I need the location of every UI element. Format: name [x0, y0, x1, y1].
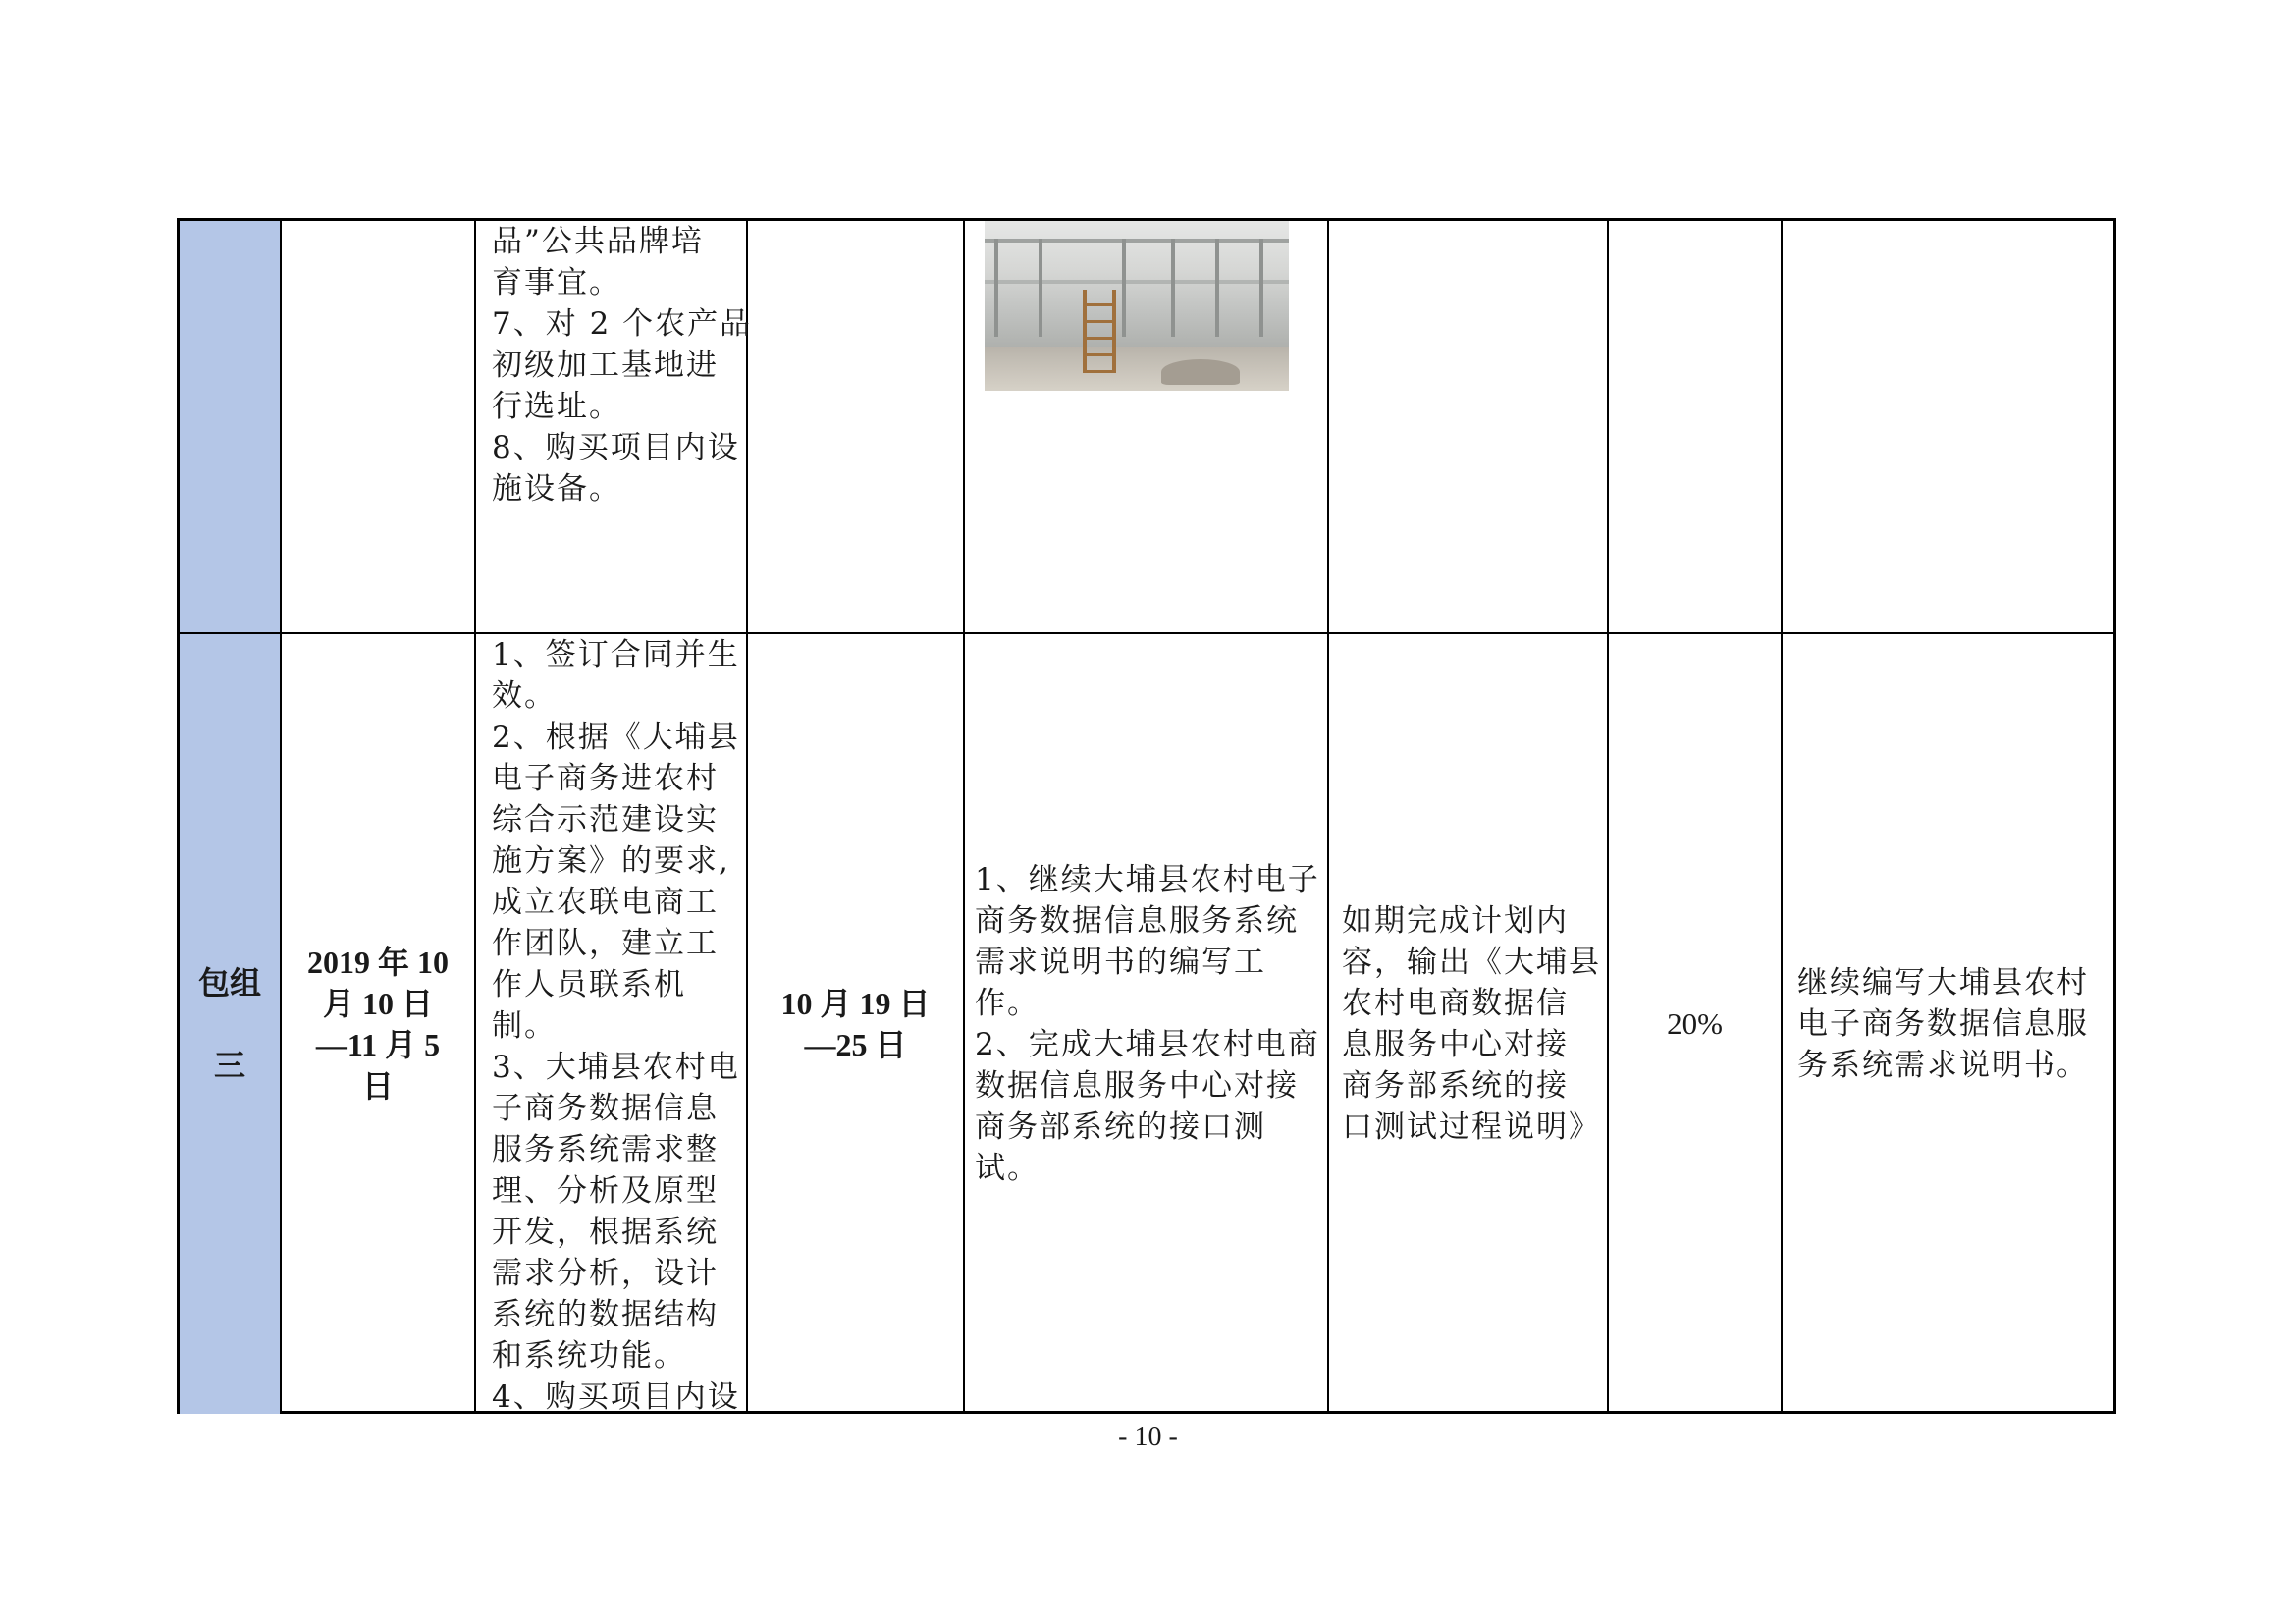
- task-line: 作人员联系机: [492, 967, 686, 1002]
- task-line: 7、对 2 个农产品: [492, 306, 753, 342]
- page-number: - 10 -: [1118, 1422, 1178, 1452]
- task-line: 初级加工基地进: [492, 348, 719, 383]
- task-line: 2、根据《大埔县: [492, 720, 740, 755]
- task-line: 3、大埔县农村电: [492, 1050, 740, 1085]
- progress-table: [177, 218, 2116, 1414]
- work-line: 商务部系统的接口测: [975, 1110, 1266, 1145]
- task-line: 成立农联电商工: [492, 885, 719, 920]
- week-line: 10 月 19 日: [780, 986, 931, 1021]
- status-line: 口测试过程说明》: [1342, 1110, 1601, 1145]
- task-line: 子商务数据信息: [492, 1091, 719, 1126]
- group-label: 三: [213, 1048, 245, 1083]
- progress-cell: [1609, 634, 1781, 1414]
- construction-site-photo: [985, 221, 1289, 391]
- row1-tasks-cell: [492, 221, 753, 510]
- status-line: 商务部系统的接: [1342, 1068, 1569, 1104]
- task-line: 电子商务进农村: [492, 761, 719, 796]
- progress-value: 20%: [1667, 1006, 1723, 1041]
- plan-line: 务系统需求说明书。: [1797, 1048, 2089, 1083]
- task-line: 系统的数据结构: [492, 1297, 719, 1332]
- task-line: 施设备。: [492, 471, 621, 507]
- status-cell: [1342, 634, 1605, 1414]
- ladder-shape: [1083, 290, 1116, 373]
- task-line: 制。: [492, 1008, 557, 1044]
- task-line: 理、分析及原型: [492, 1173, 719, 1209]
- work-line: 数据信息服务中心对接: [975, 1068, 1299, 1104]
- week-line: —25 日: [804, 1027, 907, 1062]
- period-line: 月 10 日: [322, 986, 433, 1021]
- work-line: 试。: [975, 1151, 1040, 1186]
- status-line: 如期完成计划内: [1342, 903, 1569, 939]
- work-line: 2、完成大埔县农村电商: [975, 1027, 1320, 1062]
- period-line: 2019 年 10: [306, 945, 449, 980]
- task-line: 服务系统需求整: [492, 1132, 719, 1167]
- week-cell: [748, 634, 963, 1414]
- task-line: 施方案》的要求,: [492, 843, 730, 879]
- next-plan-cell: [1797, 634, 2113, 1414]
- task-line: 4、购买项目内设: [492, 1380, 740, 1414]
- status-line: 农村电商数据信: [1342, 986, 1569, 1021]
- work-line: 需求说明书的编写工: [975, 945, 1266, 980]
- work-line: 1、继续大埔县农村电子: [975, 862, 1320, 897]
- task-line: 行选址。: [492, 389, 621, 424]
- task-line: 品”公共品牌培: [492, 224, 704, 259]
- work-line: 作。: [975, 986, 1040, 1021]
- period-cell: [282, 634, 474, 1414]
- task-line: 作团队，建立工: [492, 926, 719, 961]
- group-cell-shade: [180, 221, 280, 632]
- task-line: 综合示范建设实: [492, 802, 719, 838]
- task-line: 8、购买项目内设: [492, 430, 740, 465]
- task-line: 开发，根据系统: [492, 1215, 719, 1250]
- status-line: 息服务中心对接: [1342, 1027, 1569, 1062]
- task-line: 和系统功能。: [492, 1338, 686, 1374]
- weekly-work-cell: [975, 634, 1323, 1414]
- row2-tasks-cell: [492, 634, 742, 1414]
- task-line: 效。: [492, 678, 557, 714]
- group-label-cell: [180, 634, 280, 1414]
- task-line: 育事宜。: [492, 265, 621, 300]
- period-line: —11 月 5: [315, 1027, 441, 1062]
- period-line: 日: [361, 1068, 394, 1104]
- plan-line: 电子商务数据信息服: [1797, 1006, 2089, 1042]
- plan-line: 继续编写大埔县农村: [1797, 965, 2089, 1001]
- group-label: 包组: [197, 965, 261, 1001]
- work-line: 商务数据信息服务系统: [975, 903, 1299, 939]
- status-line: 容，输出《大埔县: [1342, 945, 1601, 980]
- task-line: 1、签订合同并生: [492, 637, 740, 673]
- task-line: 需求分析，设计: [492, 1256, 719, 1291]
